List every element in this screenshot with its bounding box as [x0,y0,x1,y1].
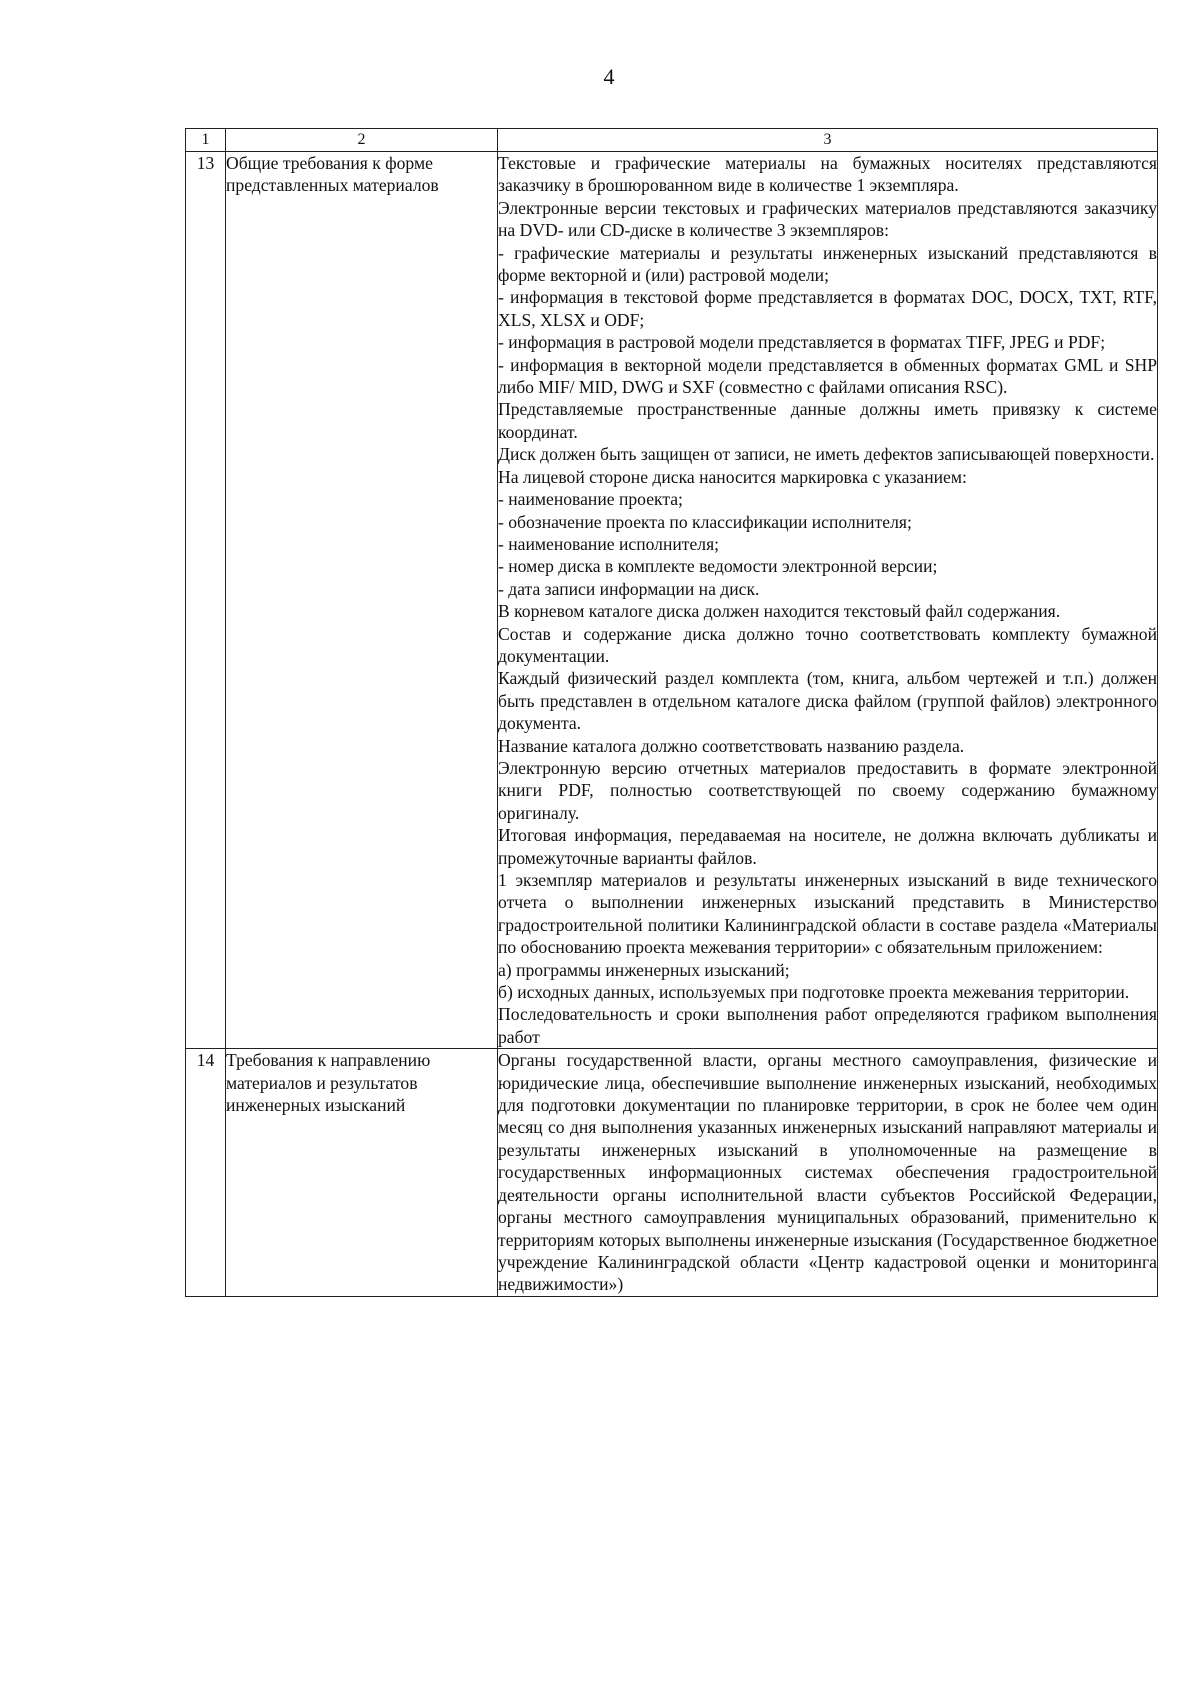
paragraph: Каждый физический раздел комплекта (том, книга, альбом чертежей и т.п.) должен быть представлен в отдельном каталоге диска файлом (группой файлов) электронного документа. [498,668,1157,734]
paragraph: - информация в текстовой форме представляется в форматах DOC, DOCX, TXT, RTF, XLS, XLSX и ODF; [498,287,1157,330]
requirements-table [185,128,1158,1297]
paragraph: - обозначение проекта по классификации исполнителя; [498,511,912,532]
paragraph: - дата записи информации на диск. [498,578,760,599]
paragraph: - наименование проекта; [498,489,683,510]
table-row [186,152,1158,1049]
requirement-description [498,152,1158,1049]
paragraph: - графические материалы и результаты инженерных изысканий представляются в форме векторной и (или) растровой модели; [498,242,1157,286]
paragraph: В корневом каталоге диска должен находится текстовый файл содержания. [498,601,1061,622]
paragraph: Состав и содержание диска должно точно соответствовать комплекту бумажной документации. [498,623,1157,666]
paragraph: - информация в растровой модели представляется в форматах TIFF, JPEG и PDF; [498,332,1106,353]
paragraph: Органы государственной власти, органы местного самоуправления, физические и юридические лица, обеспечившие выполнение инженерных изысканий, необходимых для подготовки документации по планировке территории, в срок не более чем один месяц со дня выполнения указанных инженерных изысканий направляют материалы и результаты инженерных изысканий в уполномоченные на размещение в государственных информационных системах обеспечения градостроительной деятельности органы исполнительной власти субъектов Российской Федерации, органы местного самоуправления муниципальных образований, применительно к территориям которых выполнены инженерные изыскания (Государственное бюджетное учреждение Калининградской области «Центр кадастровой оценки и мониторинга недвижимости») [498,1050,1157,1295]
paragraph: Диск должен быть защищен от записи, не иметь дефектов записывающей поверхности. [498,444,1155,465]
paragraph: Последовательность и сроки выполнения работ определяются графиком выполнения работ [498,1004,1157,1047]
column-header-3: 3 [498,129,1158,152]
requirement-description [498,1049,1158,1296]
paragraph: - номер диска в комплекте ведомости электронной версии; [498,556,938,577]
row-number: 14 [186,1049,226,1296]
paragraph: На лицевой стороне диска наносится маркировка с указанием: [498,466,967,487]
paragraph: Итоговая информация, передаваемая на носителе, не должна включать дубликаты и промежуточные варианты файлов. [498,825,1157,868]
paragraph: Электронные версии текстовых и графических материалов представляются заказчику на DVD- или CD-диске в количестве 3 экземпляров: [498,197,1157,241]
paragraph: б) исходных данных, используемых при подготовке проекта межевания территории. [498,982,1130,1003]
paragraph: а) программы инженерных изысканий; [498,959,790,980]
row-number: 13 [186,152,226,1049]
table-header-row [186,129,1158,152]
paragraph: - информация в векторной модели представляется в обменных форматах GML и SHP либо MIF/ MID, DWG и SXF (совместно с файлами описания RSC). [498,354,1157,398]
requirement-name: Требования к направлению материалов и результатов инженерных изысканий [226,1049,498,1296]
paragraph: Электронную версию отчетных материалов предоставить в формате электронной книги PDF, полностью соответствующей по своему содержанию бумажному оригиналу. [498,757,1157,823]
paragraph: Представляемые пространственные данные должны иметь привязку к системе координат. [498,399,1157,442]
column-header-2: 2 [226,129,498,152]
page-number: 4 [603,64,615,89]
paragraph: Текстовые и графические материалы на бумажных носителях представляются заказчику в брошюрованном виде в количестве 1 экземпляра. [498,153,1157,196]
column-header-1: 1 [186,129,226,152]
table-row [186,1049,1158,1296]
paragraph: Название каталога должно соответствовать названию раздела. [498,735,965,756]
requirement-name: Общие требования к форме представленных материалов [226,152,498,1049]
paragraph: - наименование исполнителя; [498,533,720,554]
paragraph: 1 экземпляр материалов и результаты инженерных изысканий в виде технического отчета о выполнении инженерных изысканий представить в Министерство градостроительной политики Калининградской области в составе раздела «Материалы по обоснованию проекта межевания территории» с обязательным приложением: [498,870,1157,958]
